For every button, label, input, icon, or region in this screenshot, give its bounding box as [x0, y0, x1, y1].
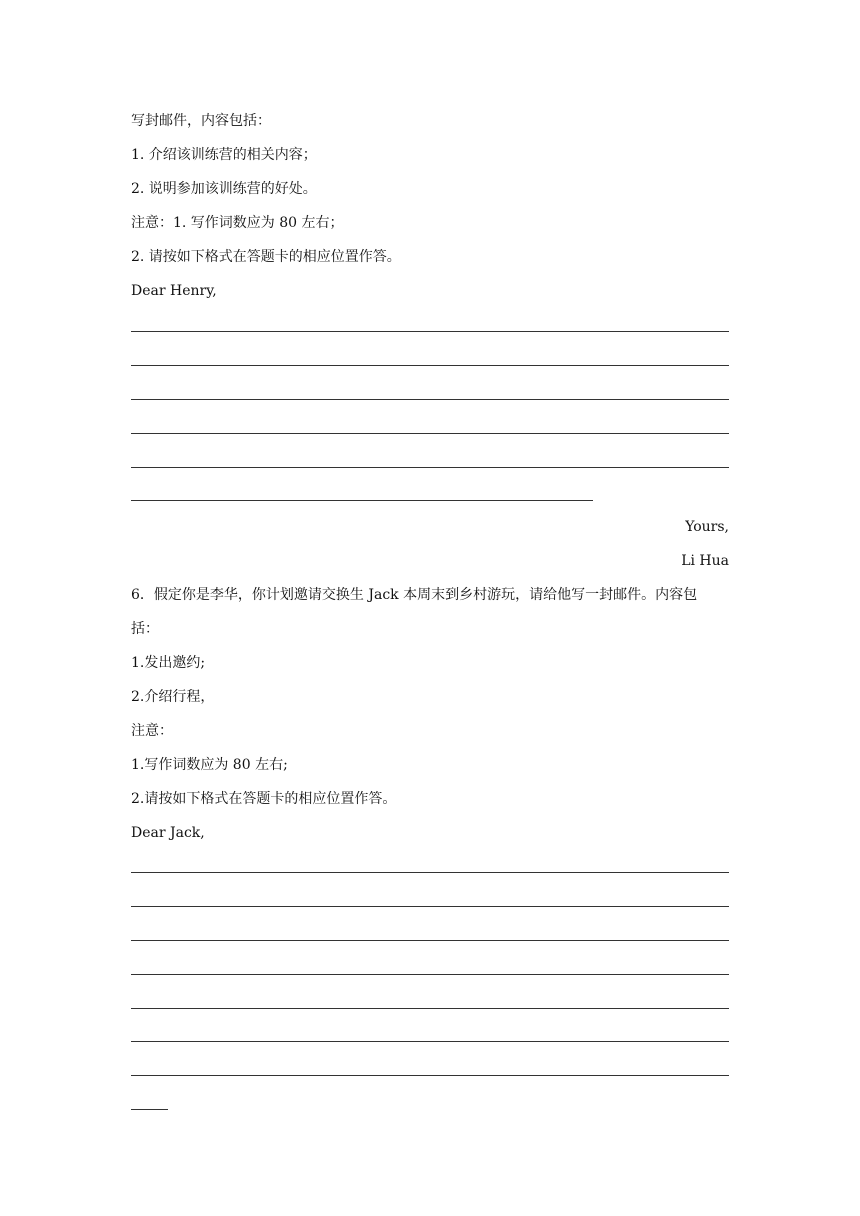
answer-line [131, 872, 729, 873]
answer-line [131, 331, 729, 332]
answer-line [131, 365, 729, 366]
question-6-line-2: 括： [131, 621, 159, 637]
answer-line [131, 974, 729, 975]
section2-note-2: 2.请按如下格式在答题卡的相应位置作答。 [131, 791, 397, 807]
section2-note-label: 注意： [131, 723, 173, 739]
answer-line [131, 399, 729, 400]
answer-line [131, 1109, 168, 1110]
section1-signature: Li Hua [681, 553, 729, 569]
answer-line [131, 1008, 729, 1009]
section2-item-1: 1.发出邀约; [131, 655, 206, 671]
answer-line [131, 1041, 729, 1042]
question-6-line-1: 6．假定你是李华，你计划邀请交换生 Jack 本周末到乡村游玩，请给他写一封邮件。内容包 [131, 587, 698, 603]
section2-item-2: 2.介绍行程， [131, 689, 215, 705]
section1-note-1: 注意：1. 写作词数应为 80 左右； [131, 215, 344, 231]
answer-line [131, 500, 593, 501]
section1-salutation: Dear Henry, [131, 283, 217, 299]
answer-line [131, 906, 729, 907]
section1-intro: 写封邮件，内容包括： [131, 113, 271, 129]
answer-line [131, 433, 729, 434]
section1-closing: Yours, [685, 519, 729, 535]
answer-line [131, 940, 729, 941]
section1-item-1: 1. 介绍该训练营的相关内容； [131, 147, 317, 163]
section1-item-2: 2. 说明参加该训练营的好处。 [131, 181, 317, 197]
section2-salutation: Dear Jack, [131, 825, 205, 841]
answer-line [131, 1075, 729, 1076]
section1-note-2: 2. 请按如下格式在答题卡的相应位置作答。 [131, 249, 401, 265]
section2-note-1: 1.写作词数应为 80 左右; [131, 757, 288, 773]
answer-line [131, 467, 729, 468]
